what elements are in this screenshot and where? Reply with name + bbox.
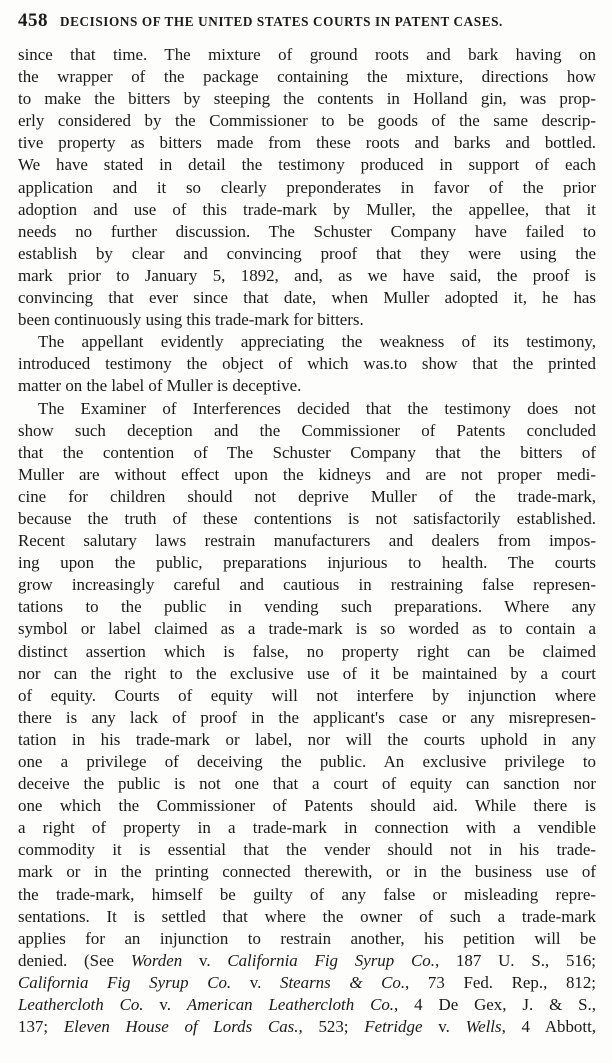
text-line: [18, 641, 596, 663]
text-line: [18, 88, 596, 110]
text-run: because the truth of these contentions is not satisfactorily established.: [18, 508, 596, 528]
text-run: since that time. The mixture of ground roots and bark having on: [18, 45, 596, 64]
text-run: commodity it is essential that the vender should not in his trade-: [18, 840, 596, 860]
text-line: [18, 906, 596, 928]
text-run: denied. (See: [18, 950, 131, 970]
italic-text-run: Wells: [465, 1017, 502, 1037]
text-run: distinct assertion which is false, no property right can be claimed: [18, 641, 596, 661]
text-line: [18, 442, 596, 464]
text-run: , 4 Abbott,: [501, 1017, 596, 1037]
text-run: there is any lack of proof in the applicant's case or any misrepresen-: [18, 707, 596, 727]
italic-text-run: California Fig Syrup Co.: [227, 950, 435, 970]
text-line: [18, 663, 596, 685]
text-line: [18, 375, 596, 397]
text-run: that the contention of The Schuster Company that the bitters of: [18, 442, 596, 462]
text-run: show such deception and the Commissioner of Patents concluded: [18, 420, 596, 440]
text-line: [18, 994, 596, 1016]
text-run: adoption and use of this trade-mark by Muller, the appellee, that it: [18, 199, 596, 219]
text-run: tive property as bitters made from these roots and barks and bottled.: [18, 133, 596, 153]
text-line: [18, 464, 596, 486]
text-line: [18, 508, 596, 530]
text-run: establish by clear and convincing proof that they were using the: [18, 243, 596, 263]
text-run: , 4 De Gex, J. & S.,: [394, 995, 596, 1015]
text-run: deceive the public is not one that a court of equity can sanction nor: [18, 774, 596, 794]
text-run: v.: [422, 1017, 466, 1037]
text-run: sentations. It is settled that where the owner of such a trade-mark: [18, 906, 596, 926]
text-run: needs no further discussion. The Schuster Company have failed to: [18, 221, 596, 241]
text-line: [18, 552, 596, 574]
text-line: [18, 618, 596, 640]
text-run: of equity. Courts of equity will not interfere by injunction where: [18, 685, 596, 705]
italic-text-run: Stearns & Co.: [280, 972, 406, 992]
text-line: [18, 265, 596, 287]
text-run: tation in his trade-mark or label, nor will the courts uphold in any: [18, 729, 596, 749]
text-run: v.: [143, 995, 187, 1015]
text-line: [18, 44, 596, 66]
text-line: [18, 420, 596, 442]
text-run: , 73 Fed. Rep., 812;: [405, 972, 596, 992]
text-run: We have stated in detail the testimony produced in support of each: [18, 155, 596, 175]
text-line: [18, 817, 596, 839]
text-run: the trade-mark, himself be guilty of any false or misleading repre-: [18, 884, 596, 904]
text-run: one which the Commissioner of Patents should aid. While there is: [18, 796, 596, 816]
text-run: 137;: [18, 1017, 64, 1037]
text-run: grow increasingly careful and cautious in restraining false represen-: [18, 575, 596, 595]
text-line: [18, 243, 596, 265]
text-run: symbol or label claimed as a trade-mark is so worded as to contain a: [18, 619, 596, 639]
text-line: [18, 773, 596, 795]
text-run: matter on the label of Muller is deceptive.: [18, 376, 302, 396]
running-title: DECISIONS OF THE UNITED STATES COURTS IN PATENT CASES.: [60, 14, 503, 29]
text-run: one a privilege of deceiving the public. An exclusive privilege to: [18, 752, 596, 771]
text-run: , 523;: [298, 1017, 365, 1037]
text-line: [18, 110, 596, 132]
text-run: convincing that ever since that date, when Muller adopted it, he has: [18, 288, 596, 308]
text-line: [18, 398, 596, 420]
text-run: , 187 U. S., 516;: [434, 950, 596, 970]
text-run: application and it so clearly preponderates in favor of the prior: [18, 177, 596, 197]
italic-text-run: American Leathercloth Co.: [186, 995, 395, 1015]
text-line: [18, 309, 596, 331]
text-run: Muller are without effect upon the kidneys and are not proper medi-: [18, 464, 596, 484]
body-text: [18, 44, 596, 1038]
text-run: been continuously using this trade-mark for bitters.: [18, 310, 364, 330]
text-line: [18, 685, 596, 707]
italic-text-run: Eleven House of Lords Cas.: [63, 1017, 299, 1037]
text-line: [18, 729, 596, 751]
text-line: [18, 177, 596, 199]
text-line: [18, 972, 596, 994]
text-run: applies for an injunction to restrain another, his petition will be: [18, 928, 596, 948]
text-run: v.: [182, 950, 228, 970]
text-run: nor can the right to the exclusive use of it be maintained by a court: [18, 663, 596, 683]
text-run: tations to the public in vending such preparations. Where any: [18, 597, 596, 617]
text-line: [18, 1016, 596, 1038]
text-line: [18, 287, 596, 309]
text-line: [18, 707, 596, 729]
text-line: [18, 154, 596, 176]
text-line: [18, 928, 596, 950]
text-line: [18, 221, 596, 243]
page-number: 458: [18, 10, 48, 31]
text-line: [18, 861, 596, 883]
text-line: [18, 530, 596, 552]
italic-text-run: Leathercloth Co.: [18, 995, 144, 1015]
text-run: mark prior to January 5, 1892, and, as we have said, the proof is: [18, 265, 596, 285]
page-header: [18, 10, 596, 44]
text-run: ing upon the public, preparations injurious to health. The courts: [18, 553, 596, 573]
text-line: [18, 353, 596, 375]
text-run: cine for children should not deprive Muller of the trade-mark,: [18, 486, 596, 506]
text-run: the wrapper of the package containing the mixture, directions how: [18, 67, 596, 87]
text-line: [18, 884, 596, 906]
text-run: Recent salutary laws restrain manufacturers and dealers from impos-: [18, 531, 596, 551]
italic-text-run: California Fig Syrup Co.: [18, 972, 232, 992]
text-line: [18, 950, 596, 972]
text-run: a right of property in a trade-mark in connection with a vendible: [18, 818, 596, 838]
text-run: mark or in the printing connected therewith, or in the business use of: [18, 862, 596, 882]
text-line: [18, 795, 596, 817]
text-line: [18, 486, 596, 508]
text-run: erly considered by the Commissioner to be goods of the same descrip-: [18, 111, 596, 131]
text-line: [18, 331, 596, 353]
text-run: introduced testimony the object of which was.to show that the printed: [18, 354, 596, 374]
italic-text-run: Fetridge: [364, 1017, 423, 1037]
text-line: [18, 199, 596, 221]
text-run: v.: [231, 972, 280, 992]
text-line: [18, 66, 596, 88]
text-run: The Examiner of Interferences decided that the testimony does not: [38, 398, 596, 418]
text-run: to make the bitters by steeping the contents in Holland gin, was prop-: [18, 89, 596, 109]
text-line: [18, 596, 596, 618]
italic-text-run: Worden: [130, 950, 183, 970]
text-run: The appellant evidently appreciating the weakness of its testimony,: [38, 332, 596, 352]
text-line: [18, 839, 596, 861]
text-line: [18, 132, 596, 154]
text-line: [18, 751, 596, 773]
text-line: [18, 574, 596, 596]
